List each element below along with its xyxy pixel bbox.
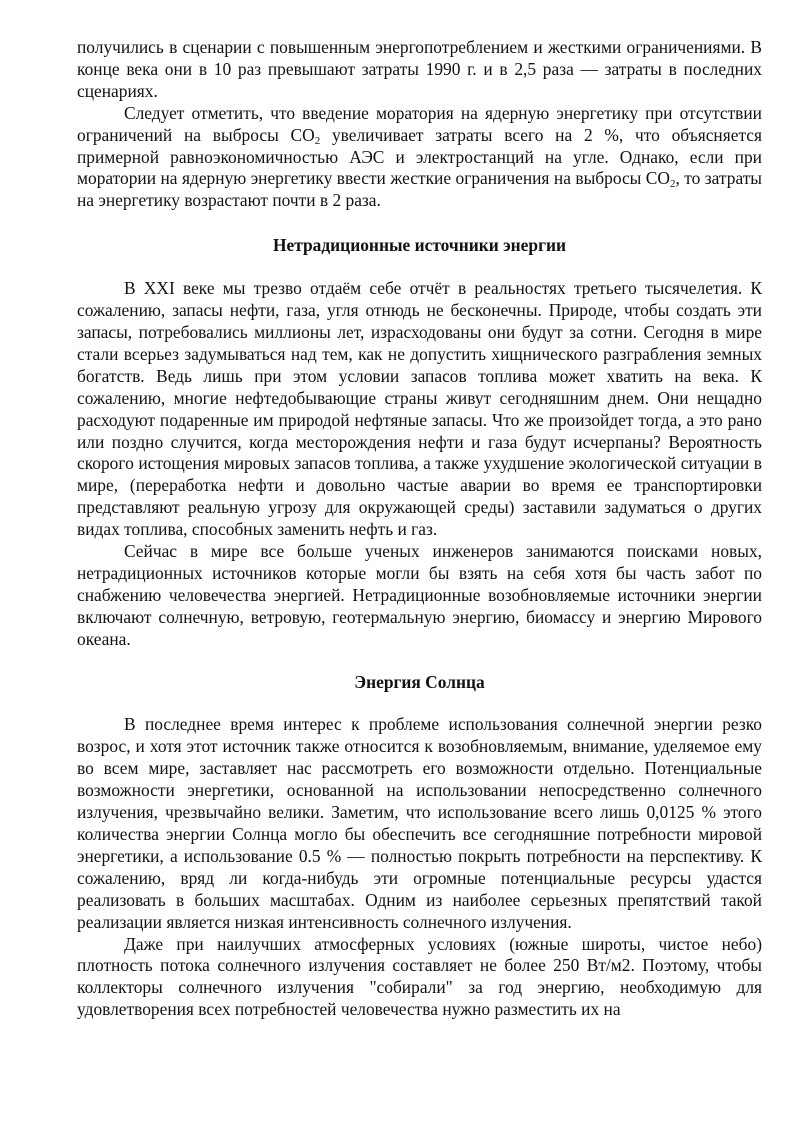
paragraph-new-sources: Сейчас в мире все больше ученых инженеров занимаются поисками новых, нетрадиционных источников которые могли бы взять на себя хотя бы часть забот по снабжению человечества энергией. Нетрадиционные возобновляемые источники энергии включают солнечную, ветровую, геотермальную энергию, биомассу и энергию Мирового океана.: [77, 541, 762, 649]
paragraph-solar-interest: В последнее время интерес к проблеме использования солнечной энергии резко возрос, и хотя этот источник также относится к возобновляемым, внимание, уделяемое ему во всем мире, заставляет нас рассмотреть его возможности отдельно. Потенциальные возможности энергетики, основанной на использовании непосредственно солнечного излучения, чрезвычайно велики. Заметим, что использование всего лишь 0,0125 % этого количества энергии Солнца могло бы обеспечить все сегодняшние потребности мировой энергетики, а использование 0.5 % — полностью покрыть потребности на перспективу. К сожалению, вряд ли когда-нибудь эти огромные потенциальные ресурсы удастся реализовать в больших масштабах. Одним из наиболее серьезных препятствий такой реализации является низкая интенсивность солнечного излучения.: [77, 714, 762, 932]
section-heading-solar: Энергия Солнца: [354, 671, 485, 692]
co2-subscript-1: 2: [314, 134, 321, 147]
paragraph-moratorium-text-2: увеличивает затраты всего на 2 %, что объясняется примерной равноэкономичностью АЭС и электростанций на угле. Однако, если при моратории на ядерную энергетику ввести жесткие ограничения на выбросы CO: [77, 124, 762, 189]
paragraph-moratorium-text-3: , то затраты на энергетику возрастают почти в 2 раза.: [77, 168, 762, 211]
paragraph-xxi-century: В XXI веке мы трезво отдаём себе отчёт в реальностях третьего тысячелетия. К сожалению, запасы нефти, газа, угля отнюдь не бесконечны. Природе, чтобы создать эти запасы, потребовались миллионы лет, израсходованы они будут за сотни. Сегодня в мире стали всерьез задумываться над тем, как не допустить хищнического разграбления земных богатств. Ведь лишь при этом условии запасов топлива может хватить на века. К сожалению, многие нефтедобывающие страны живут сегодняшним днем. Они нещадно расходуют подаренные им природой нефтяные запасы. Что же произойдет тогда, а это рано или поздно случится, когда месторождения нефти и газа будут исчерпаны? Вероятность скорого истощения мировых запасов топлива, а также ухудшение экологической ситуации в мире, (переработка нефти и довольно частые аварии во время ее транспортировки представляют реальную угрозу для окружающей среды) заставили задуматься о других видах топлива, способных заменить нефть и газ.: [77, 278, 762, 540]
section-heading-nontraditional: Нетрадиционные источники энергии: [273, 235, 566, 256]
paragraph-continuation: получились в сценарии с повышенным энергопотреблением и жесткими ограничениями. В конце века они в 10 раз превышают затраты 1990 г. и в 2,5 раза — затраты в последних сценариях.: [77, 37, 762, 101]
paragraph-solar-flux: Даже при наилучших атмосферных условиях (южные широты, чистое небо) плотность потока солнечного излучения составляет не более 250 Вт/м2. Поэтому, чтобы коллекторы солнечного излучения "собирали" за год энергию, необходимую для удовлетворения всех потребностей человечества нужно разместить их на: [77, 933, 762, 1020]
co2-subscript-2: 2: [669, 178, 676, 191]
paragraph-moratorium-text-1: Следует отметить, что введение моратория на ядерную энергетику при отсутствии ограничений на выбросы CO: [77, 102, 762, 145]
paragraph-moratorium: [77, 103, 762, 213]
